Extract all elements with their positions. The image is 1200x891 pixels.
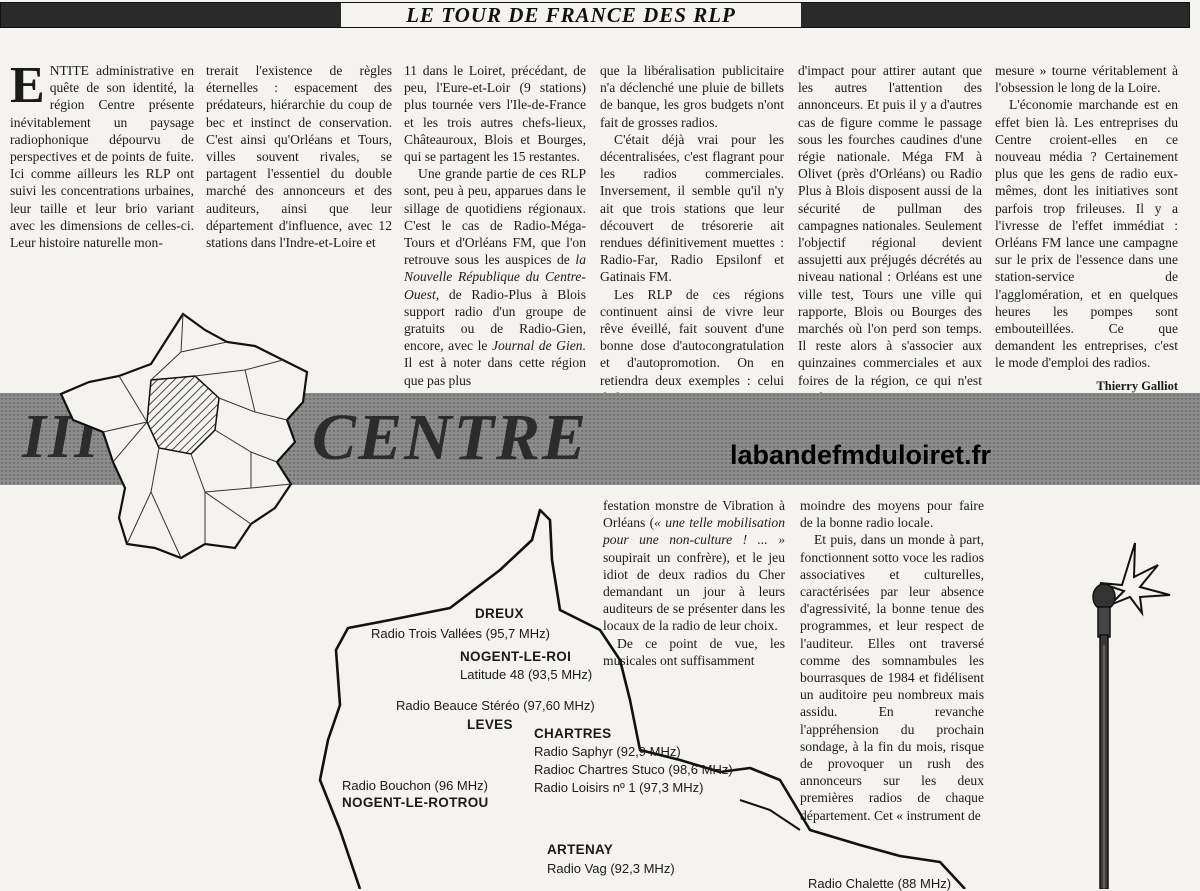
article-paragraph: C'était déjà vrai pour les décentralisées, c'est flagrant pour les radios commerciales. Inversement, il semble qu'il n'y ait que trois stations que leur découvert de trésorerie ait rendues définitivement muettes : Radio-Far, Radio Epsilonf et Gatinais FM. xyxy=(600,131,784,285)
station-label: Latitude 48 (93,5 MHz) xyxy=(460,667,593,682)
station-label: Radio Loisirs nº 1 (97,3 MHz) xyxy=(534,780,704,795)
article-paragraph: que la libéralisation publicitaire n'a déclenché une pluie de billets de banque, les gros budgets n'ont fait de grosses radios. xyxy=(600,63,784,130)
drop-cap: E xyxy=(10,57,45,114)
article-paragraph: festation monstre de Vibration à Orléans (« une telle mobilisation pour une non-culture ! ... » soupirait un confrère), et le jeu idiot de deux radios du Cher demandant un jour à leurs auditeurs de se présenter dans les locaux de la radio de leur choix. xyxy=(603,498,785,634)
station-label: Radio Chalette (88 MHz) xyxy=(808,876,952,891)
city-label-artenay: ARTENAY xyxy=(547,842,614,857)
station-label: Radio Bouchon (96 MHz) xyxy=(342,778,488,793)
city-label-nogent-le-rotrou: NOGENT-LE-ROTROU xyxy=(342,795,489,810)
article-paragraph: mesure » tourne véritablement à l'obsession le long de la Loire. xyxy=(995,63,1178,96)
city-label-chartres: CHARTRES xyxy=(534,726,612,741)
article-column-1 xyxy=(10,57,194,251)
header-bar xyxy=(0,2,1190,28)
article-column-2 xyxy=(206,62,392,251)
article-paragraph: 11 dans le Loiret, précédant, de peu, l'Eure-et-Loir (9 stations) plus tournée vers l'Ile-de-France et les trois autres chefs-lieux, Châteauroux, Blois et Bourges, qui se partagent les 15 restantes. xyxy=(404,63,586,165)
section-numeral: III xyxy=(22,403,101,471)
author-signature: Thierry Galliot xyxy=(1096,378,1178,393)
article-column-6 xyxy=(995,62,1178,395)
article-paragraph: Une grande partie de ces RLP sont, peu à peu, apparues dans le sillage de quotidiens régionaux. C'est le cas de Radio-Méga-Tours et d'Orléans FM, que l'on retrouve sous les auspices de la Nouvelle République du Centre-Ouest, de Radio-Plus à Blois support radio d'un groupe de gratuits ou de Radio-Gien, encore, avec le Journal de Gien. Il est à noter dans cette région que pas plus xyxy=(404,166,586,388)
article-paragraph: d'impact pour attirer autant que les autres l'attention des annonceurs. Et puis il y a d'autres cas de figure comme le passage sous les fourches caudines d'une régie nationale. Méga FM à Olivet (près d'Orléans) ou Radio Plus à Blois disposent aussi de la sécurité de pullman des campagnes nationales. Seulement l'objectif régional devient assujetti aux préjugés décrétés au niveau national : Orléans est une ville test, Tours une ville qui rapporte, Blois ou Bourges des marchés où l'on perd son temps. Il reste alors à s'associer aux quinzaines commerciales et aux foires de la région, ce qui n'est xyxy=(798,63,982,388)
article-paragraph: De ce point de vue, les musicales ont suffisamment xyxy=(603,635,785,668)
station-label: Radio Saphyr (92,9 MHz) xyxy=(534,744,681,759)
article-column-4 xyxy=(600,62,784,406)
radio-antenna-icon xyxy=(1080,535,1190,889)
article-paragraph: moindre des moyens pour faire de la bonne radio locale. xyxy=(800,498,984,531)
station-label: Radioc Chartres Stuco (98,6 MHz) xyxy=(534,762,733,777)
article-paragraph: trerait l'existence de règles éternelles : espacement des prédateurs, hiérarchie du coup de bec et instinct de conservation. C'est ainsi qu'Orléans et Tours, villes souvent rivales, se partagent l'essentiel du double marché des annonceurs et des auditeurs, ainsi que leur département d'influence, avec 12 stations dans l'Indre-et-Loire et xyxy=(206,63,392,251)
region-title: CENTRE xyxy=(312,401,589,474)
city-label-dreux: DREUX xyxy=(475,606,524,621)
article-column-5 xyxy=(798,62,982,406)
station-label: Radio Trois Vallées (95,7 MHz) xyxy=(371,626,550,641)
article-column-3 xyxy=(404,62,586,389)
watermark-url: labandefmduloiret.fr xyxy=(730,440,992,470)
article-paragraph: Les RLP de ces régions continuent ainsi de vivre leur rêve éveillé, fait souvent d'une bonne dose d'autocongratulation et d'autopromotion. On en retiendra deux exemples : celui xyxy=(600,286,784,388)
article-paragraph: L'économie marchande est en effet bien là. Les entreprises du Centre croient-elles en ce nouveau média ? Certainement plus que les gens de radio eux-mêmes, dont les initiatives sont parfois trop frileuses. Il y a l'ivresse de l'effet immédiat : Orléans FM lance une campagne sur le prix de l'essence dans une station-service de l'agglomération, et en quelques heures les pompes sont embouteillées. Ce que demandent les entreprises, c'est le mode d'emploi des radios. xyxy=(995,97,1178,371)
station-label: Radio Beauce Stéréo (97,60 MHz) xyxy=(396,698,595,713)
page-title: LE TOUR DE FRANCE DES RLP xyxy=(341,3,801,27)
france-map-icon xyxy=(55,312,315,567)
city-label-leves: LEVES xyxy=(467,717,513,732)
article-paragraph: ENTITE administrative en quête de son identité, la région Centre présente inévitablement un paysage radiophonique dépourvu de perspectives et de points de fuite. Ici comme ailleurs les RLP ont suivi les concentrations urbaines, leur taille et leur brio variant avec les dimensions de celles-ci. Leur histoire naturelle mon- xyxy=(10,57,194,251)
station-label: Radio Vag (92,3 MHz) xyxy=(547,861,675,876)
city-label-nogent-le-roi: NOGENT-LE-ROI xyxy=(460,649,572,664)
article-paragraph: Et puis, dans un monde à part, fonctionnent sotto voce les radios associatives et culturelles, caractérisées par leur absence d'agressivité, la bonne tenue des programmes, et leur respect de l'auditeur. Elles ont traversé comme des somnambules les bourrasques de 1984 et fidélisent un auditoire peu nombreux mais assidu. En revanche l'appréhension du prochain sondage, à la fin du mois, risque de provoquer un rush des annonceurs sur les deux premières radios de chaque département. Cet « instrument de xyxy=(800,532,984,823)
region-outline-map-icon xyxy=(300,500,990,889)
